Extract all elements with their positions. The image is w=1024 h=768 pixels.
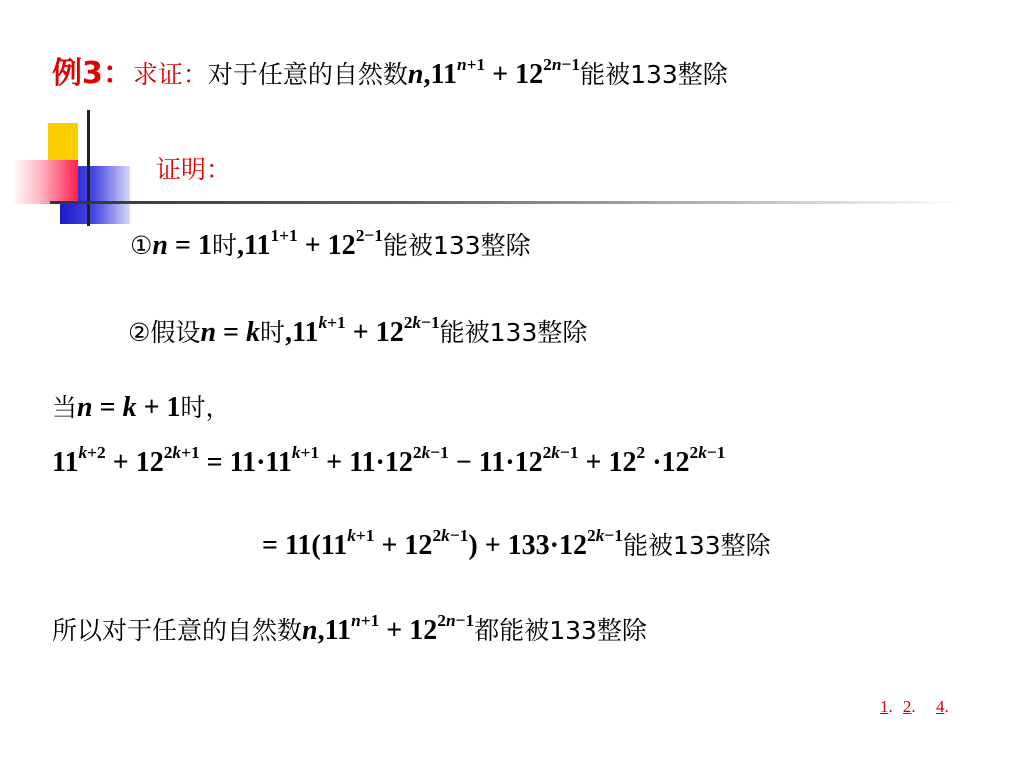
comma: , xyxy=(423,59,431,90)
statement-var: n xyxy=(407,59,424,90)
decorative-blocks xyxy=(0,110,980,230)
vertical-rule xyxy=(87,110,90,226)
example-label: 例3： xyxy=(52,56,133,91)
nav-link-1[interactable]: 1 xyxy=(880,697,889,716)
step2-var-n: n xyxy=(200,317,217,348)
conclusion: 所以对于任意的自然数$n,11^{n+1} + 12^{2n-1}$都能被133整除 xyxy=(52,610,647,646)
step2-tail: 能被133整除 xyxy=(439,318,588,347)
step3-when: 时， xyxy=(180,393,231,422)
horizontal-rule xyxy=(50,201,960,204)
step1-when: 时 xyxy=(211,231,237,260)
step2-var-k: k xyxy=(245,317,260,348)
step3-var-k: k xyxy=(122,392,137,423)
expansion-equation: $11^{k+2} + 12^{2k+1} = 11\cdot 11^{k+1} + 11\cdot 12^{2k-1} - 11\cdot 12^{2k-1} + 12^2 \cdot 12^{2k-1}$ xyxy=(52,442,726,478)
step1-var: n xyxy=(152,230,168,261)
slide-nav xyxy=(880,697,949,717)
nav-dot: . xyxy=(911,697,916,716)
step3-plus: + 1 xyxy=(136,392,181,423)
step3-prefix: 当 xyxy=(52,393,78,422)
nav-dot: . xyxy=(888,697,893,716)
nav-dot: . xyxy=(944,697,949,716)
step-1: ①n = 1时$,11^{1+1} + 12^{2-1}$能被133整除 xyxy=(130,225,531,261)
conclusion-comma: , xyxy=(317,615,325,646)
step2-marker: ② xyxy=(128,318,151,347)
proof-label: 证明： xyxy=(156,155,232,184)
step3-var-n: n xyxy=(77,392,93,423)
problem-statement: 例3：求证：对于任意的自然数$n,11^{n+1} + 12^{2n-1}$能被133整除 xyxy=(52,54,728,91)
conclusion-tail: 都能被133整除 xyxy=(474,616,647,645)
step1-eq: = 1 xyxy=(168,230,212,261)
nav-link-2[interactable]: 2 xyxy=(902,697,912,716)
step-3-label xyxy=(52,392,231,424)
conclusion-text: 所以对于任意的自然数 xyxy=(52,616,303,645)
step2-assume: 假设 xyxy=(150,318,201,347)
nav-link-4[interactable]: 4 xyxy=(936,697,945,716)
factored-tail: 能被133整除 xyxy=(622,531,771,560)
statement-tail: 能被133整除 xyxy=(580,60,728,89)
step-2: ②假设n = k时$,11^{k+1} + 12^{2k-1}$能被133整除 xyxy=(128,312,588,348)
step3-eq: = xyxy=(92,392,123,423)
step1-marker: ① xyxy=(130,231,153,260)
step2-when: 时 xyxy=(259,318,285,347)
conclusion-var: n xyxy=(302,615,318,646)
prove-label: 求证： xyxy=(132,60,208,89)
step1-tail: 能被133整除 xyxy=(382,231,531,260)
pink-square xyxy=(12,160,78,204)
step2-eq: = xyxy=(216,317,246,348)
factored-equation: = $11(11^{k+1} + 12^{2k-1}) + 133\cdot 12^{2k-1}$能被133整除 xyxy=(262,525,771,561)
statement-text: 对于任意的自然数 xyxy=(207,60,408,89)
